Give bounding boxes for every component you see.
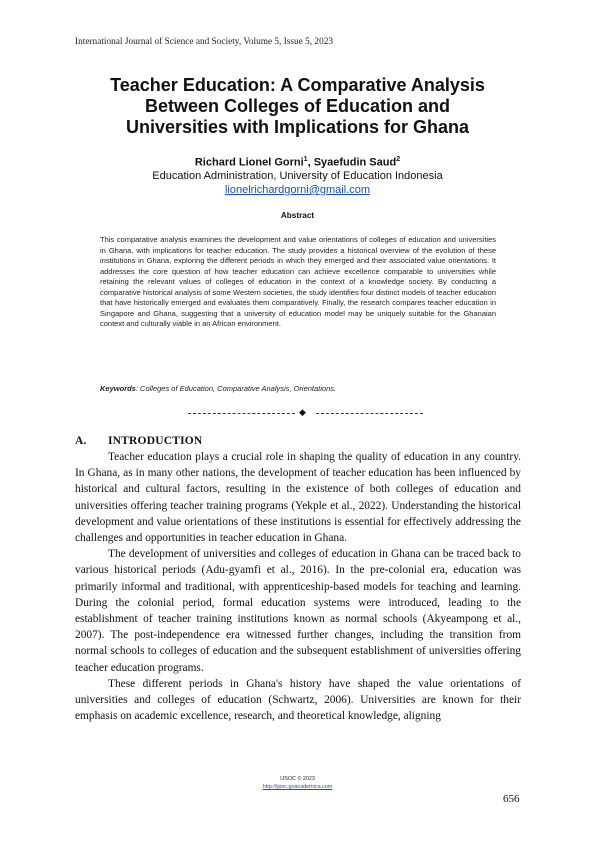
paper-title <box>60 75 535 138</box>
footer-url-container <box>0 784 595 790</box>
divider-dash-left <box>188 413 295 414</box>
body-paragraph: Teacher education plays a crucial role in shaping the quality of education in any country. In Ghana, as in many other nations, the development of teacher education has been influenced by historical and cultural factors, resulting in the existence of both colleges of education and universities offering teacher training programs (Yekple et al., 2022). Understanding the historical development and value orientations of these institutions is essential for effectively addressing the challenges and opportunities in teacher education in Ghana. <box>75 451 521 545</box>
body-paragraph: The development of universities and colleges of education in Ghana can be traced back to various historical periods (Adu-gyamfi et al., 2016). In the pre-colonial era, education was primarily informal and traditional, with apprenticeship-based models for teaching and learning. During the colonial period, formal education systems were introduced, leading to the establishment of teacher training institutions known as normal schools (Akyeampong et al., 2007). The post-independence era witnessed further changes, including the transition from normal schools to colleges of education and the subsequent establishment of universities offering teacher education programs. <box>75 548 521 674</box>
section-divider <box>0 409 595 419</box>
body-paragraph: These different periods in Ghana's history have shaped the value orientations of universities and colleges of education (Schwartz, 2006). Universities are known for their emphasis on academic excellence, research, and theoretical knowledge, aligning <box>75 677 521 723</box>
section-number: A. <box>75 435 87 447</box>
keywords-label: Keywords <box>100 384 136 393</box>
email-link[interactable]: lionelrichardgorni@gmail.com <box>224 184 371 196</box>
author-list <box>60 156 535 169</box>
body-text <box>75 449 521 724</box>
footer-copyright: IJSOC © 2023 <box>280 776 315 782</box>
section-title: INTRODUCTION <box>108 435 203 447</box>
footer-url-link[interactable]: http://ijsoc.goacademica.com <box>262 784 333 790</box>
author-separator: , <box>307 156 314 169</box>
author-affiliation-marker: 1 <box>303 156 308 163</box>
keywords-text: : Colleges of Education, Comparative Analysis, Orientations. <box>135 384 337 393</box>
abstract-heading: Abstract <box>280 211 315 220</box>
page-number: 656 <box>503 793 520 805</box>
title-line: Teacher Education: A Comparative Analysis <box>110 75 485 95</box>
abstract-text: This comparative analysis examines the development and value orientations of colleges of education and universities in Ghana, with implications for teacher education. The study provides a historical overview of the evolution of these institutions in Ghana, exploring the different periods in which they emerged and their associated value orientations. It addresses the core question of how teacher education can achieve excellence comparable to universities while retaining the relevant values of colleges of education in the context of a knowledge society. By conducting a comparative historical analysis of some Western societies, the study identifies four distinct models of teacher education that have historically emerged and evaluates them comparatively. Finally, the research compares teacher education in Singapore and Ghana, suggesting that a university of education model may be uniquely suitable for the Ghanaian context and culturally viable in an African environment. <box>100 235 496 328</box>
title-line: Between Colleges of Education and <box>144 96 451 116</box>
affiliation: Education Administration, University of Education Indonesia <box>152 170 443 182</box>
divider-dash-right <box>316 413 423 414</box>
running-head: International Journal of Science and Society, Volume 5, Issue 5, 2023 <box>75 37 334 47</box>
author-affiliation-marker: 2 <box>396 156 401 163</box>
title-line: Universities with Implications for Ghana <box>125 117 470 137</box>
keywords <box>100 384 496 393</box>
author-name: Syaefudin Saud <box>313 156 397 169</box>
author-name: Richard Lionel Gorni <box>194 156 304 169</box>
section-heading <box>75 435 202 447</box>
diamond-icon: ◆ <box>299 408 306 418</box>
email-container <box>60 184 535 196</box>
